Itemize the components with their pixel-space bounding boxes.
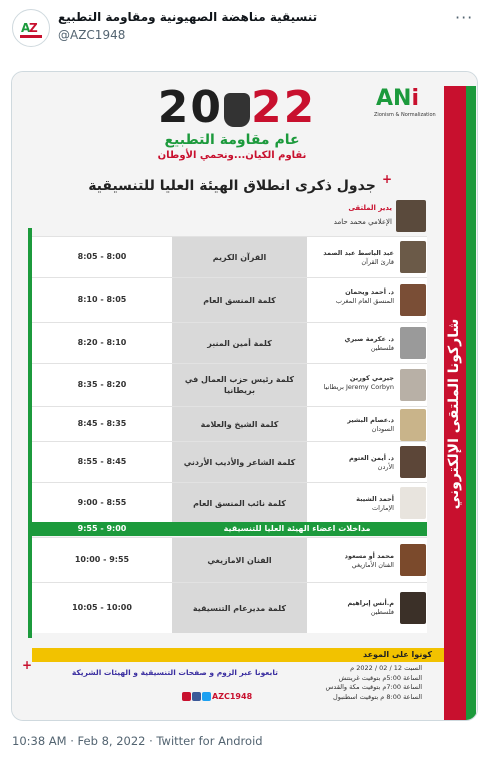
fist-icon <box>224 93 250 127</box>
ani-logo: ANi Zionism & Normalization <box>374 86 436 118</box>
tweet-header <box>0 0 487 52</box>
schedule-row: 9:00 - 8:55 كلمة نائب المنسق العام أحمد الشيبة الإمارات <box>32 482 427 523</box>
schedule-row: 8:35 - 8:20 كلمة رئيس حزب العمال في بريطانيا جيرمي كوربن Jeremy Corbyn بريطانيا <box>32 363 427 406</box>
schedule-row: 10:00 - 9:55 الفنان الامازيغي محمد أو مسعود الفنان الأمازيغي <box>32 537 427 582</box>
green-banner: 9:55 - 9:00 مداخلات اعضاء الهيئة العليا للتنسيقية <box>32 522 427 536</box>
display-name[interactable]: تنسيقية مناهضة الصهيونية ومقاومة التطبيع <box>58 10 318 24</box>
plus-icon: + <box>22 658 33 672</box>
speaker-photo <box>400 487 426 519</box>
moderator-photo <box>396 200 426 232</box>
poster <box>12 72 477 720</box>
speaker-photo <box>400 327 426 359</box>
speaker-photo <box>400 409 426 441</box>
profile-avatar[interactable] <box>12 9 50 47</box>
side-banner: شاركونا الملتقى الإلكتروني <box>444 86 466 720</box>
tweet-image[interactable] <box>11 71 478 721</box>
follow-text: تابعونا عبر الزوم و صفحات التنسيقية و الهيئات الشريكة <box>71 668 278 677</box>
schedule-row: 8:10 - 8:05 كلمة المنسق العام د. أحمد ويحمان المنسق العام المغرب <box>32 277 427 322</box>
speaker-photo <box>400 446 426 478</box>
schedule-row: 8:45 - 8:35 كلمة الشيخ والعلامة د.عصام البشير السودان <box>32 406 427 441</box>
svg-text:A: A <box>21 21 31 35</box>
tweet-timestamp[interactable]: 10:38 AM · Feb 8, 2022 · Twitter for Android <box>12 734 263 748</box>
schedule-row: 8:05 - 8:00 القرآن الكريم عبد الباسط عبد الصمد قارئ القرآن <box>32 236 427 277</box>
moderator-name: الإعلامي محمد حامد <box>333 218 392 226</box>
schedule-row: 8:55 - 8:45 كلمة الشاعر والأديب الأردني د. أيمن العتوم الأردن <box>32 441 427 482</box>
youtube-icon <box>182 692 191 701</box>
speaker-photo <box>400 284 426 316</box>
schedule-row: 8:20 - 8:10 كلمة أمين المنبر د. عكرمة صبري فلسطين <box>32 322 427 363</box>
speaker-photo <box>400 544 426 576</box>
plus-icon: + <box>382 172 393 186</box>
moderator-label: يدير الملتقى <box>348 204 392 212</box>
facebook-icon <box>192 692 201 701</box>
year-2022: 20 22 <box>157 82 317 133</box>
speaker-photo <box>400 592 426 624</box>
slogan: نقاوم الكيان...ونحمي الأوطان <box>157 150 307 161</box>
event-times: السبت 12 / 02 / 2022 م الساعة 5:00م بتوقيت غرينتش الساعة 7:00م بتوقيت مكة والقدس الساعة 8:00 م بتوقيت اسطنبول <box>325 664 422 701</box>
user-handle[interactable]: @AZC1948 <box>58 28 126 42</box>
year-subtitle: عام مقاومة التطبيع <box>164 132 300 148</box>
speaker-photo <box>400 369 426 401</box>
more-options-button[interactable]: ··· <box>455 8 474 27</box>
social-tag: AZC1948 <box>212 692 253 701</box>
svg-text:Z: Z <box>29 21 38 35</box>
speaker-photo <box>400 241 426 273</box>
social-icons <box>182 686 262 701</box>
schedule-row: 10:05 - 10:00 كلمة مديرعام التنسيقية م.أنس إبراهيم فلسطين <box>32 582 427 633</box>
schedule-title: جدول ذكرى انطلاق الهيئة العليا للتنسيقية <box>88 178 376 194</box>
yellow-bar: كونوا على الموعد <box>32 648 444 662</box>
twitter-icon <box>202 692 211 701</box>
moderator <box>312 200 442 236</box>
